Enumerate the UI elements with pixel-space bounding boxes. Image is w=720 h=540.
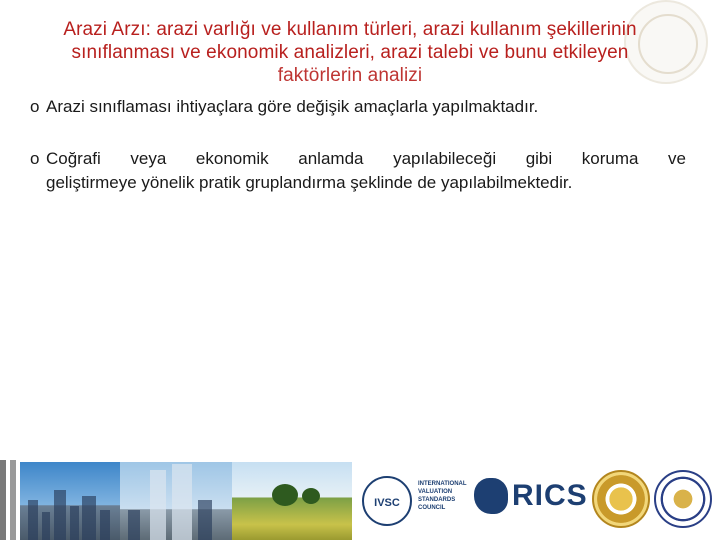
rics-lion-icon [474,478,508,514]
bullet-marker: o [30,149,40,168]
countryside-photo [232,462,352,540]
bullet-text-line-1: Coğrafi veya ekonomik anlamda yapılabileceği gibi koruma ve [46,149,686,168]
city-skyline-photo [20,462,120,540]
bullet-item [30,95,686,119]
title-line-1: Arazi Arzı: arazi varlığı ve kullanım türleri, arazi kullanım şekillerinin [63,19,637,40]
university-seal-logo [654,470,712,528]
rics-logo: RICS [512,479,588,512]
gold-seal-logo [592,470,650,528]
skyscraper-photo [120,462,232,540]
footer-accent-bar [10,460,16,540]
ivsc-caption: INTERNATIONAL VALUATION STANDARDS COUNCIL [418,481,467,511]
ivsc-logo: IVSC [362,476,412,526]
title-line-2: sınıflanması ve ekonomik analizleri, arazi talebi ve bunu etkileyen [71,42,629,63]
bullet-text: Arazi sınıflaması ihtiyaçlara göre değişik amaçlarla yapılmaktadır. [46,97,539,116]
bullet-text-line-2: geliştirmeye yönelik pratik gruplandırma şeklinde de yapılabilmektedir. [46,173,573,192]
bullet-item [30,147,686,195]
footer-accent-bar [0,460,6,540]
bullet-list [30,95,686,223]
bullet-marker: o [30,97,40,116]
title-line-3: faktörlerin analizi [277,65,423,86]
slide-title [20,18,680,87]
